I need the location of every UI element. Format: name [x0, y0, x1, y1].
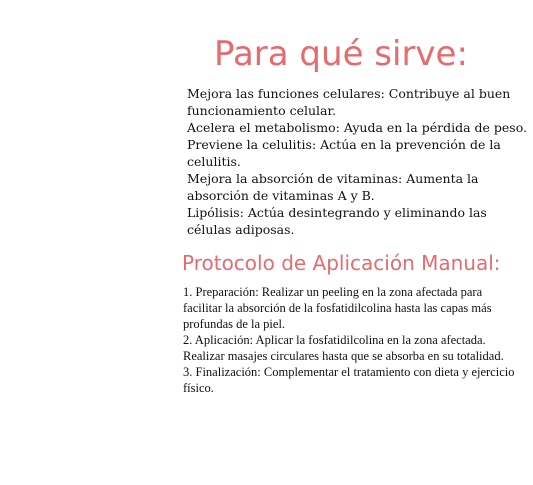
benefit-item: Acelera el metabolismo: Ayuda en la pérdida de peso. [187, 120, 527, 135]
benefit-item: Previene la celulitis: Actúa en la prevención de la celulitis. [187, 137, 501, 169]
benefit-item: Mejora la absorción de vitaminas: Aumenta la absorción de vitaminas A y B. [187, 171, 479, 203]
protocol-steps-list [183, 284, 523, 396]
benefit-item: Mejora las funciones celulares: Contribuye al buen funcionamiento celular. [187, 86, 511, 118]
protocol-step: 1. Preparación: Realizar un peeling en la zona afectada para facilitar la absorción de la fosfatidilcolina hasta las capas más profundas de la piel. [183, 285, 492, 331]
protocol-step: 3. Finalización: Complementar el tratamiento con dieta y ejercicio físico. [183, 365, 515, 395]
section-title-protocol: Protocolo de Aplicación Manual: [182, 251, 501, 275]
protocol-step: 2. Aplicación: Aplicar la fosfatidilcolina en la zona afectada. Realizar masajes circulares hasta que se absorba en su totalidad. [183, 333, 504, 363]
benefits-list [187, 85, 527, 238]
section-title-uses: Para qué sirve: [214, 34, 468, 74]
benefit-item: Lipólisis: Actúa desintegrando y eliminando las células adiposas. [187, 205, 487, 237]
